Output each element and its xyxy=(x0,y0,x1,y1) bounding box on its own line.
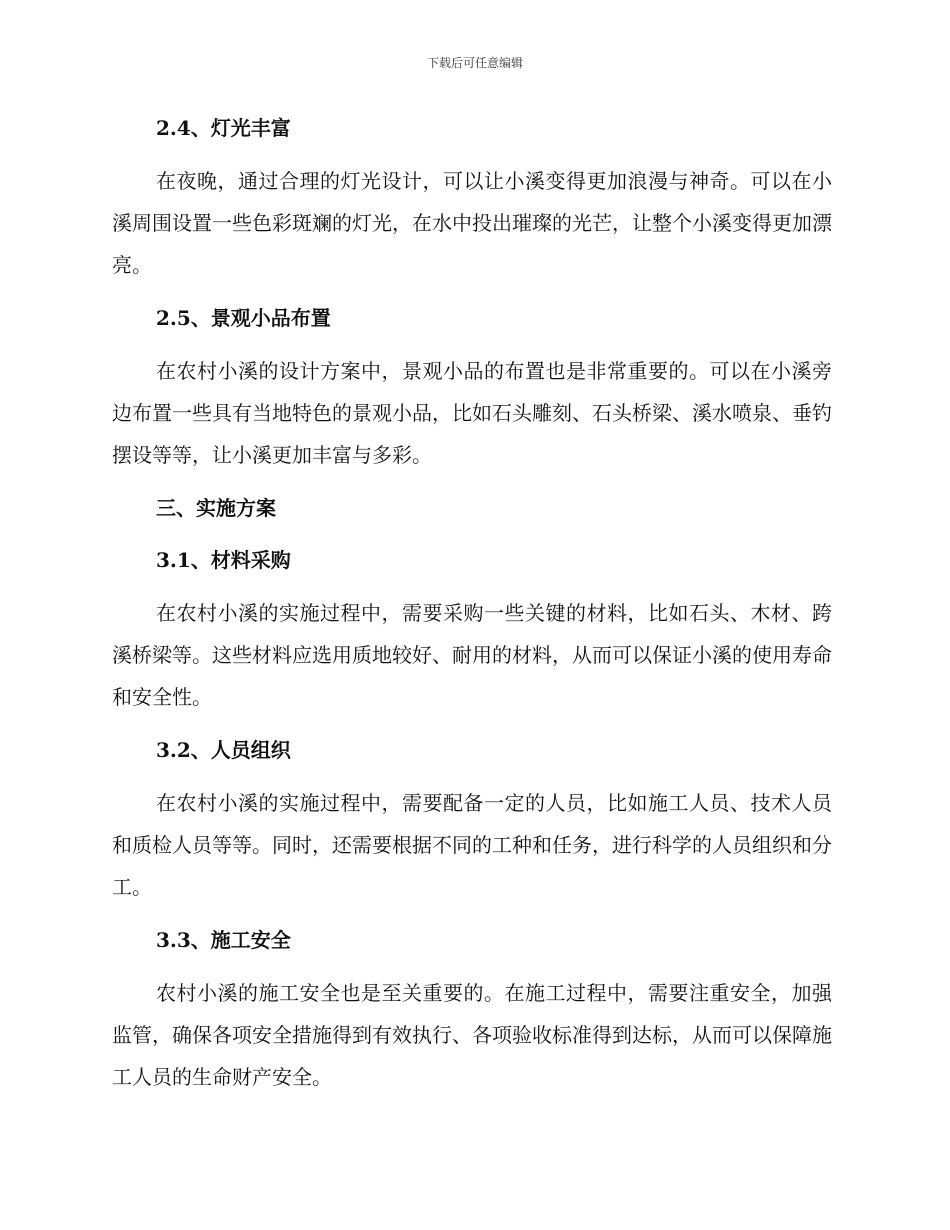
page-header: 下载后可任意编辑 xyxy=(426,56,523,70)
section-heading-2-4: 2.4、灯光丰富 xyxy=(156,116,291,140)
section-heading-3-1: 3.1、材料采购 xyxy=(156,548,291,572)
section-heading-2-5: 2.5、景观小品布置 xyxy=(156,306,331,330)
chapter-heading-3: 三、实施方案 xyxy=(156,496,276,520)
section-heading-3-2: 3.2、人员组织 xyxy=(156,738,291,762)
section-body-3-3: 农村小溪的施工安全也是至关重要的。在施工过程中，需要注重安全，加强监管，确保各项安全措施得到有效执行、各项验收标准得到达标，从而可以保障施工人员的生命财产安全。 xyxy=(112,981,832,1089)
section-body-2-4: 在夜晚，通过合理的灯光设计，可以让小溪变得更加浪漫与神奇。可以在小溪周围设置一些色彩斑斓的灯光，在水中投出璀璨的光芒，让整个小溪变得更加漂亮。 xyxy=(112,169,832,277)
section-heading-3-3: 3.3、施工安全 xyxy=(156,928,291,952)
section-body-3-2: 在农村小溪的实施过程中，需要配备一定的人员，比如施工人员、技术人员和质检人员等等。同时，还需要根据不同的工种和任务，进行科学的人员组织和分工。 xyxy=(112,791,832,899)
document-body xyxy=(112,108,832,1098)
section-body-2-5: 在农村小溪的设计方案中，景观小品的布置也是非常重要的。可以在小溪旁边布置一些具有当地特色的景观小品，比如石头雕刻、石头桥梁、溪水喷泉、垂钓摆设等等，让小溪更加丰富与多彩。 xyxy=(112,359,832,467)
section-body-3-1: 在农村小溪的实施过程中，需要采购一些关键的材料，比如石头、木材、跨溪桥梁等。这些材料应选用质地较好、耐用的材料，从而可以保证小溪的使用寿命和安全性。 xyxy=(112,601,832,709)
